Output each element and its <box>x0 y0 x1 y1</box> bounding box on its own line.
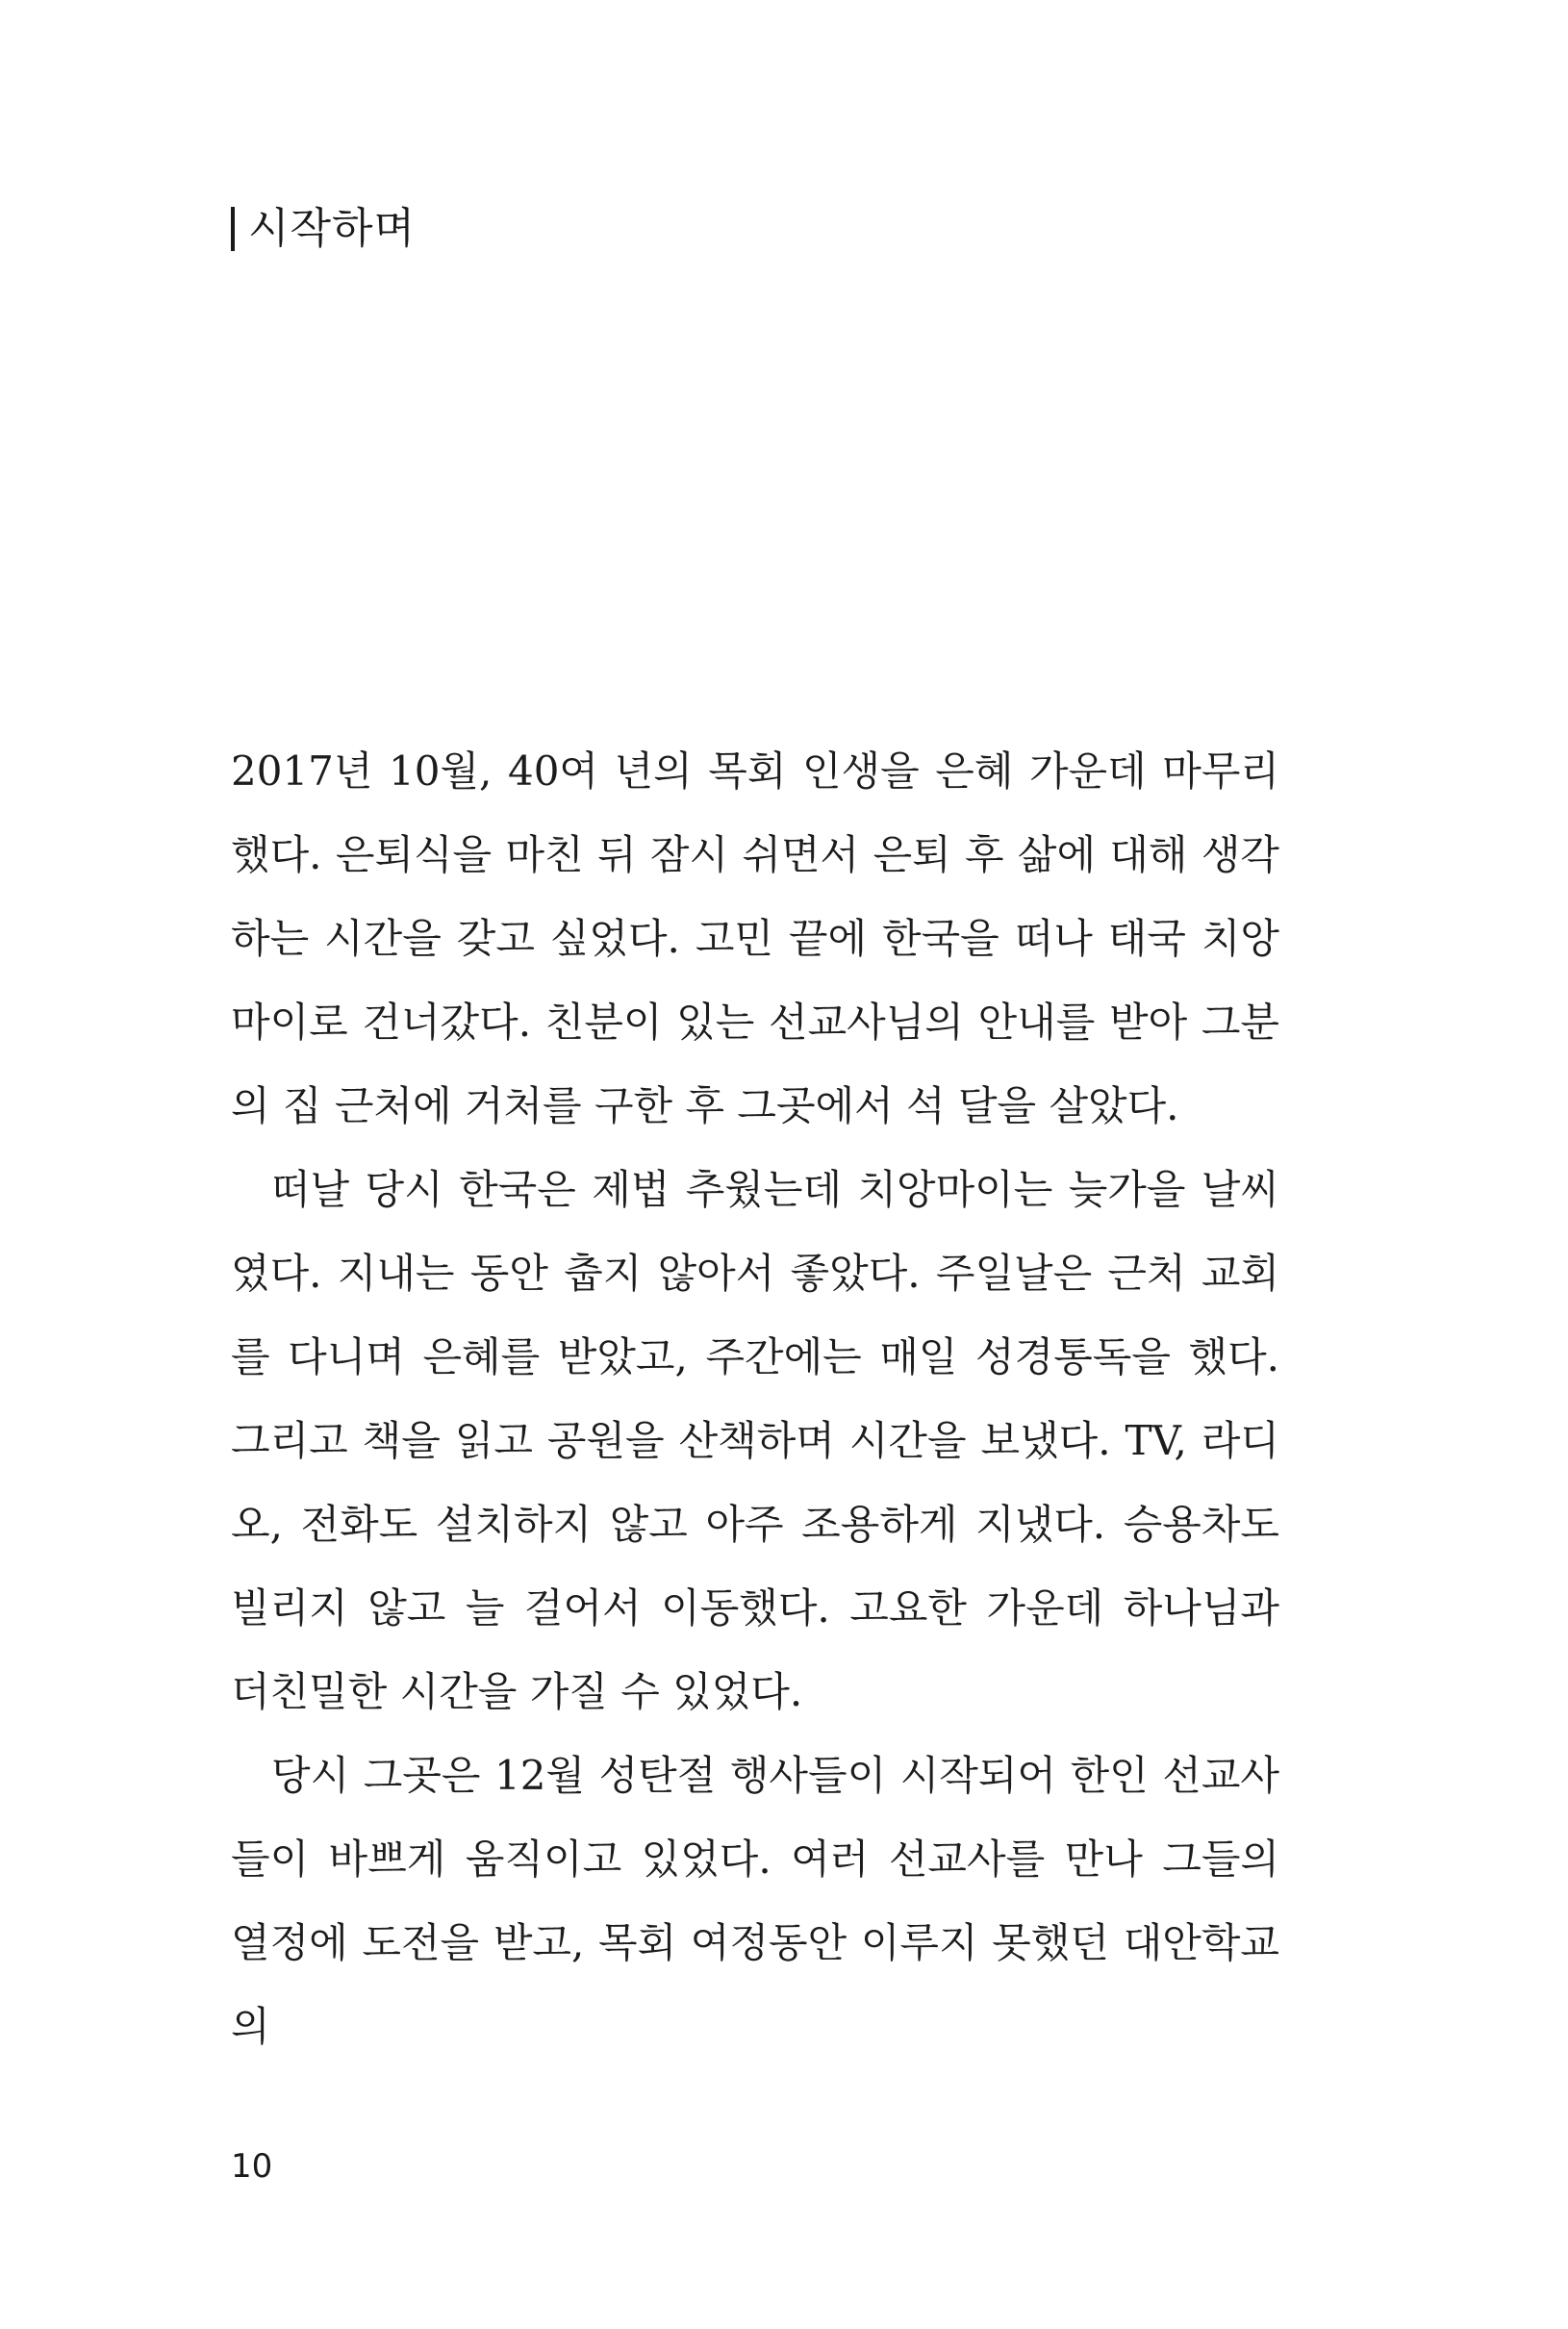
body-text <box>231 729 1279 2068</box>
paragraph: 2017년 10월, 40여 년의 목회 인생을 은혜 가운데 마무리했다. 은퇴식을 마친 뒤 잠시 쉬면서 은퇴 후 삶에 대해 생각하는 시간을 갖고 싶었다. 고민 끝에 한국을 떠나 태국 치앙마이로 건너갔다. 친분이 있는 선교사님의 안내를 받아 그분의 집 근처에 거처를 구한 후 그곳에서 석 달을 살았다. <box>231 747 1279 1129</box>
page-number: 10 <box>231 2147 273 2186</box>
section-heading <box>231 204 417 253</box>
paragraph: 당시 그곳은 12월 성탄절 행사들이 시작되어 한인 선교사들이 바쁘게 움직이고 있었다. 여러 선교사를 만나 그들의 열정에 도전을 받고, 목회 여정동안 이루지 못했던 대안학교의 <box>231 1752 1279 2050</box>
paragraph: 떠날 당시 한국은 제법 추웠는데 치앙마이는 늦가을 날씨였다. 지내는 동안 춥지 않아서 좋았다. 주일날은 근처 교회를 다니며 은혜를 받았고, 주간에는 매일 성경통독을 했다. 그리고 책을 읽고 공원을 산책하며 시간을 보냈다. TV, 라디오, 전화도 설치하지 않고 아주 조용하게 지냈다. 승용차도빌리지 않고 늘 걸어서 이동했다. 고요한 가운데 하나님과 더친밀한 시간을 가질 수 있었다. <box>231 1166 1279 1715</box>
section-title: 시작하며 <box>248 204 417 253</box>
heading-bar-mark <box>231 207 235 251</box>
